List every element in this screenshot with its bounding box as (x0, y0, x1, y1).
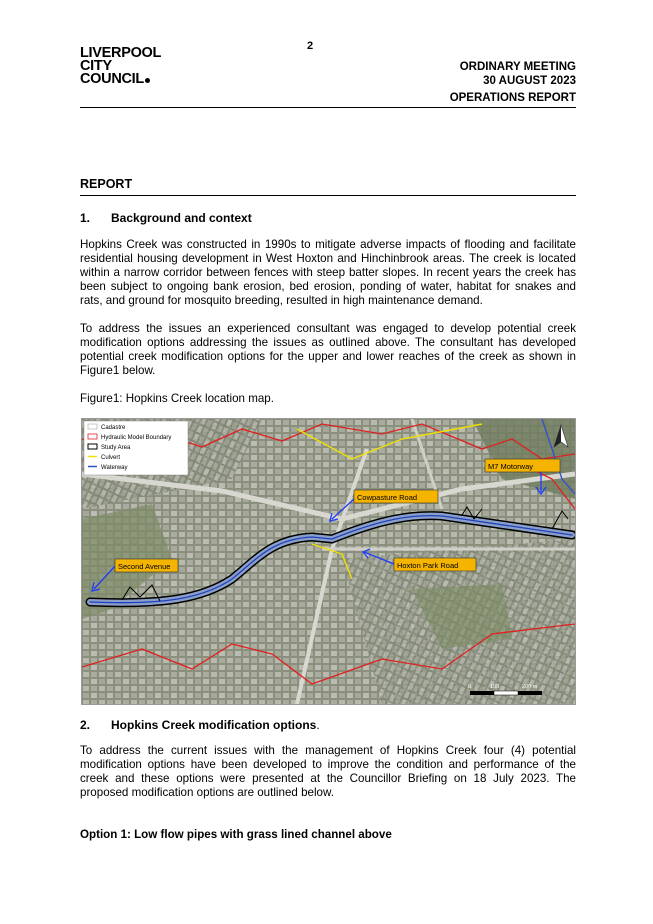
section-2-heading (80, 718, 320, 732)
council-logo (80, 47, 161, 86)
legend-cadastre: Cadastre (101, 425, 126, 431)
meeting-title: ORDINARY MEETING (459, 61, 576, 73)
section-number: 1. (80, 211, 91, 225)
label-second-avenue (115, 559, 178, 572)
scale-0: 0 (468, 684, 472, 690)
section-title: Background and context (111, 211, 252, 225)
header-divider (80, 107, 576, 108)
figure-caption: Figure1: Hopkins Creek location map. (80, 392, 274, 405)
label-second-avenue-text: Second Avenue (118, 562, 171, 571)
scale-100: 100 (490, 684, 500, 690)
logo-dot-icon (145, 78, 150, 83)
section-2-paragraph-1: To address the current issues with the management of Hopkins Creek four (4) potential modification options have been developed to improve the condition and performance of the creek and these options were presented at the Councillor Briefing on 18 July 2023. The proposed modification options are outlined below. (80, 744, 576, 800)
label-m7-text: M7 Motorway (488, 462, 534, 471)
label-cowpasture-text: Cowpasture Road (357, 493, 418, 502)
legend-study-area: Study Area (101, 445, 131, 451)
legend-boundary-swatch (88, 434, 97, 439)
report-type: OPERATIONS REPORT (449, 92, 576, 104)
option-1-heading: Option 1: Low flow pipes with grass lined channel above (80, 828, 392, 841)
label-cowpasture-road (354, 490, 438, 503)
section-1-paragraph-1: Hopkins Creek was constructed in 1990s to mitigate adverse impacts of flooding and facilitate residential housing development in West Hoxton and Hinchinbrook areas. The creek is located within a narrow corridor between fences with steep batter slopes. In recent years the creek has been subject to ongoing bank erosion, bed erosion, ponding of water, habitat for snakes and rats, and ground for mosquito breeding, resulted in high maintenance demand. (80, 238, 576, 308)
legend-culvert: Culvert (101, 455, 121, 461)
page-number: 2 (306, 40, 314, 52)
report-divider (80, 195, 576, 196)
meeting-date: 30 AUGUST 2023 (483, 75, 576, 87)
location-map (81, 418, 576, 705)
label-m7-motorway (485, 459, 560, 472)
label-hoxton-text: Hoxton Park Road (397, 561, 459, 570)
scale-200: 200 m (522, 684, 538, 690)
logo-line-1: LIVERPOOL (80, 45, 162, 61)
report-heading: REPORT (80, 177, 133, 191)
map-legend (84, 421, 188, 475)
section-1-heading (80, 211, 252, 225)
section-title: Hopkins Creek modification options (111, 718, 317, 732)
logo-line-2: CITY (80, 58, 112, 74)
legend-waterway: Waterway (101, 465, 128, 471)
legend-boundary: Hydraulic Model Boundary (101, 435, 172, 441)
logo-line-3: COUNCIL (80, 71, 144, 87)
label-hoxton-park-road (394, 558, 476, 571)
legend-cadastre-swatch (88, 424, 97, 429)
legend-study-area-swatch (88, 444, 97, 449)
section-1-paragraph-2: To address the issues an experienced consultant was engaged to develop potential creek modification options addressing the issues as outlined above. The consultant has developed potential creek modification options for the upper and lower reaches of the creek as shown in Figure1 below. (80, 322, 576, 378)
section-number: 2. (80, 718, 91, 732)
section-title-suffix: . (316, 718, 320, 732)
